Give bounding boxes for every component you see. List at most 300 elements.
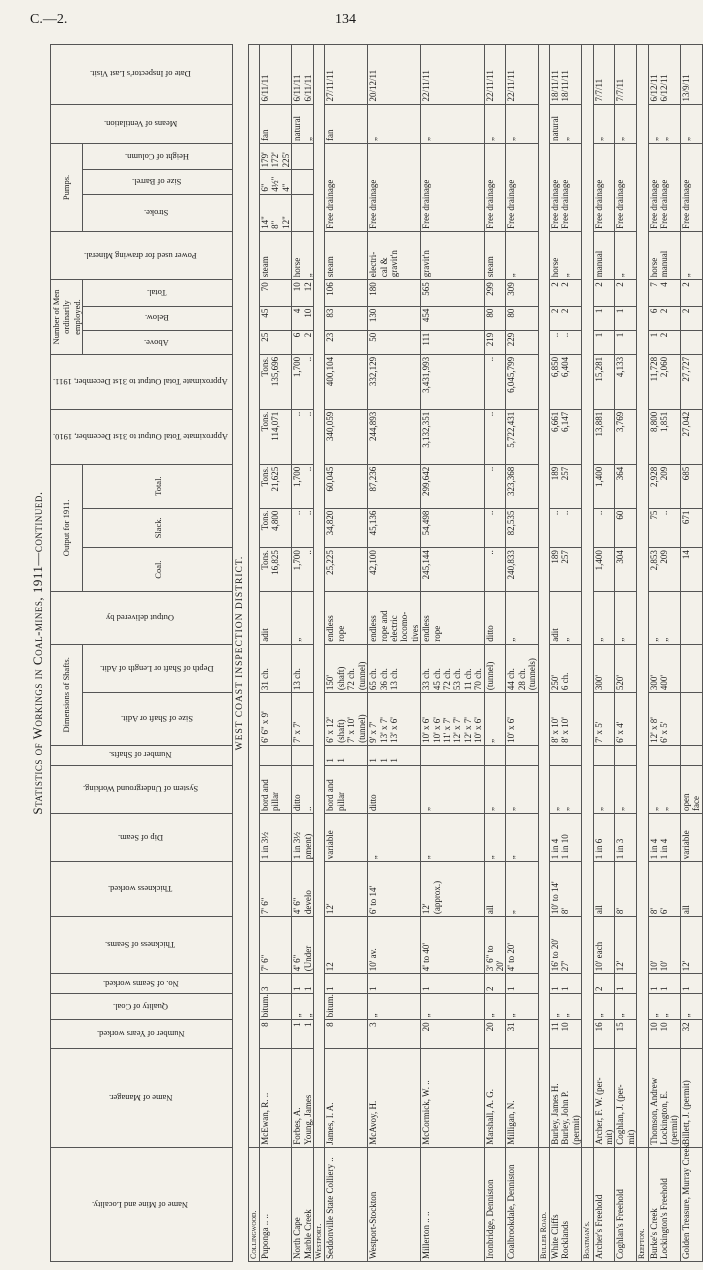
cell-line: 225' [280, 152, 291, 168]
cell-line: Free drainage [560, 179, 571, 229]
cell-power [325, 231, 368, 279]
cell-line: 6/11/11 [260, 74, 271, 102]
cell-quality [260, 994, 292, 1020]
cell-line: 10' x 6' [421, 717, 432, 743]
cell-th-worked [506, 862, 538, 917]
cell-system [484, 765, 506, 813]
cell-name [680, 1144, 702, 1261]
cell-below [506, 306, 538, 330]
cell-line: 70 [260, 282, 271, 292]
cell-line: 15,281 [593, 356, 604, 382]
cell-line: Free drainage [680, 179, 691, 229]
cell-th-worked [648, 862, 680, 917]
cell-quality [615, 994, 637, 1020]
cell-mtotal [421, 280, 484, 306]
cell-line: 9' x 7' [368, 721, 379, 743]
cell-line: 1,700 [292, 356, 303, 378]
cell-line: rope and [378, 610, 389, 642]
cell-to1911 [615, 354, 637, 409]
locality-spacer [248, 45, 259, 1148]
page-header [0, 6, 700, 30]
cell-below [368, 306, 421, 330]
header-men: Number of Men ordinarily employed. [51, 280, 83, 355]
statistics-table-wrap [50, 44, 702, 1262]
cell-line: 130 [368, 308, 379, 323]
cell-line: McCormick, W. .. [421, 1080, 432, 1145]
cell-below [421, 306, 484, 330]
cell-line: 1 [593, 308, 604, 314]
cell-quality [680, 994, 702, 1020]
cell-nshafts [368, 745, 421, 765]
cell-deliv [292, 592, 314, 645]
cell-line: electri- [368, 251, 379, 278]
cell-line: Billett, J. (permit) [680, 1080, 691, 1145]
cell-quality [292, 994, 314, 1020]
cell-line: Free drainage [550, 179, 560, 229]
cell-line: 6' to 14' [368, 885, 379, 915]
cell-line: „ [560, 1013, 571, 1018]
cell-stroke [484, 144, 506, 232]
cell-line: bitum. [260, 994, 271, 1018]
cell-line: Forbes, A. [292, 1107, 303, 1145]
cell-total [506, 464, 538, 508]
cell-line: „ [292, 1013, 303, 1018]
cell-size [325, 693, 368, 746]
cell-below [550, 306, 582, 330]
cell-line: 300' [648, 675, 659, 691]
cell-name [292, 1147, 314, 1261]
cell-line: 6' 6" x 9' [260, 711, 271, 743]
cell-line: 42,100 [368, 550, 379, 575]
cell-line: „ [368, 137, 379, 142]
cell-line [649, 748, 659, 763]
cell-line: (shaft) [335, 666, 346, 691]
cell-line: 8' x 10' [560, 717, 571, 743]
cell-line: Tons. [260, 356, 271, 377]
cell-line: 13,881 [593, 411, 604, 437]
cell-line: 70 ch. [473, 668, 484, 691]
cell-line: 10 [659, 1022, 670, 1032]
cell-line: 44 ch. [506, 668, 517, 691]
cell-line: „ [484, 738, 495, 743]
cell-line: 6' x 5' [659, 721, 670, 743]
cell-line [594, 748, 604, 763]
cell-line: 16,825 [270, 550, 281, 575]
cell-line: 6,404 [560, 356, 571, 378]
header-delivered: Output delivered by [51, 592, 233, 645]
cell-th-worked [680, 862, 702, 917]
cell-line: pillar [335, 791, 346, 811]
cell-th-worked [615, 862, 637, 917]
cell-line: 172' [270, 152, 281, 168]
cell-line: 1 [292, 986, 303, 992]
cell-line: „ [680, 1013, 691, 1018]
cell-vent [484, 104, 506, 144]
header-pumps: Pumps. [51, 144, 83, 232]
cell-nshafts [260, 745, 292, 765]
cell-deliv [506, 592, 538, 645]
cell-line [560, 748, 570, 763]
cell-line: bord and [325, 779, 336, 811]
cell-seams [368, 974, 421, 994]
cell-line: 364 [615, 466, 626, 481]
cell-line: 8 [260, 1022, 271, 1027]
cell-line: 300' [593, 675, 604, 691]
cell-line: 179' [260, 152, 271, 168]
cell-depth [680, 644, 702, 692]
cell-line: 565 [421, 282, 432, 296]
header-total: Total. [83, 464, 233, 508]
cell-th-worked [292, 862, 314, 917]
cell-line: 1 [593, 332, 604, 338]
cell-line: open [680, 793, 691, 811]
cell-th-worked [325, 862, 368, 917]
cell-line: 6/12/11 [659, 74, 670, 102]
cell-line: Golden Treasure, Murray Creek [680, 1144, 691, 1259]
cell-slack [550, 508, 582, 548]
cell-line: all [593, 905, 604, 915]
cell-line: 20' [494, 960, 505, 972]
coal-mines-statistics-table [50, 44, 703, 1262]
cell-line: 10' x 6' [431, 717, 442, 743]
cell-quality [484, 994, 506, 1020]
cell-line: „ [560, 637, 571, 642]
cell-line: 454 [421, 308, 432, 323]
cell-line: 257 [560, 466, 571, 481]
cell-line: fan [260, 129, 271, 142]
cell-line: adit [550, 628, 560, 642]
cell-line [681, 647, 691, 690]
cell-line: .. [292, 510, 303, 516]
cell-line: 4 [659, 282, 670, 287]
cell-coal [292, 548, 314, 592]
cell-manager [615, 1048, 637, 1147]
cell-line: 244,893 [368, 411, 379, 442]
cell-line: „ [659, 137, 670, 142]
cell-line: 10' each [593, 941, 604, 972]
cell-mtotal [680, 280, 702, 306]
cell-line: 3,769 [615, 411, 626, 433]
cell-deliv [368, 592, 421, 645]
table-row [484, 45, 506, 1262]
cell-deliv [325, 592, 368, 645]
cell-line [292, 197, 302, 229]
cell-line: 12' [325, 903, 336, 915]
header-total-1910: Approximate Total Output to 31st December, 1910. [51, 409, 233, 464]
cell-depth [615, 644, 637, 692]
cell-line: 15 [615, 1022, 626, 1032]
cell-dip [484, 813, 506, 861]
cell-size [648, 693, 680, 746]
cell-slack [292, 508, 314, 548]
cell-line: 34,820 [325, 510, 336, 536]
cell-line: 10 [560, 1022, 571, 1032]
cell-line: .. [659, 510, 670, 516]
cell-line: 16' to 20' [550, 938, 560, 972]
cell-line: North Cape [292, 1217, 303, 1259]
cell-line: „ [506, 137, 517, 142]
cell-line: 12' x 8' [648, 717, 659, 743]
cell-line: all [484, 905, 495, 915]
cell-mtotal [506, 280, 538, 306]
cell-line: 1 [550, 986, 560, 992]
cell-line: 6' x 4' [615, 721, 626, 743]
cell-system [421, 765, 484, 813]
cell-line: Lockington's Freehold [659, 1178, 670, 1259]
cell-line: 53 ch. [452, 668, 463, 691]
cell-line: 4' to 40' [421, 943, 432, 972]
cell-total [484, 464, 506, 508]
cell-line: „ [550, 806, 560, 811]
cell-seams [593, 974, 615, 994]
cell-line: 400,104 [325, 356, 336, 387]
cell-line: 209 [659, 466, 670, 481]
cell-line: „ [648, 137, 659, 142]
cell-power [615, 231, 637, 279]
header-men-above: Above. [83, 330, 233, 354]
cell-depth [484, 644, 506, 692]
cell-line: (tunnel) [484, 661, 495, 691]
cell-below [648, 306, 680, 330]
cell-name [593, 1147, 615, 1261]
cell-quality [648, 994, 680, 1020]
cell-line: Burley, James H. [550, 1083, 560, 1145]
cell-th-seams [593, 917, 615, 974]
cell-line [303, 748, 313, 763]
cell-manager [260, 1048, 292, 1147]
cell-nshafts [484, 745, 506, 765]
cell-line: 323,368 [506, 466, 517, 496]
cell-total [550, 464, 582, 508]
cell-line: 150' [325, 675, 336, 691]
cell-line: cal & [378, 257, 389, 278]
cell-line: 6' [659, 908, 670, 915]
cell-line: 219 [484, 332, 495, 347]
cell-line: 13' x 6' [388, 717, 399, 743]
cell-line: „ [506, 806, 517, 811]
cell-line: 3 [260, 986, 271, 992]
cell-years [368, 1020, 421, 1049]
table-row [260, 45, 292, 1262]
cell-line: 189 [550, 466, 560, 481]
cell-line: 12 [302, 282, 313, 292]
cell-mtotal [550, 280, 582, 306]
cell-line: Seddonville State Colliery .. [325, 1157, 336, 1259]
cell-line: 10 [302, 308, 313, 318]
cell-line: 8' [615, 908, 626, 915]
cell-line: „ [302, 273, 313, 278]
cell-line: 65 ch. [368, 668, 379, 691]
cell-line: .. [302, 510, 313, 516]
cell-th-worked [550, 862, 582, 917]
district-row [233, 45, 248, 1262]
cell-power [550, 231, 582, 279]
header-name: Name of Mine and Locality. [51, 1147, 233, 1261]
cell-manager [506, 1048, 538, 1147]
cell-line: 10' x 6' [506, 717, 517, 743]
cell-line: 72 ch. [346, 668, 357, 691]
cell-coal [680, 548, 702, 592]
cell-line: 80 [506, 308, 517, 318]
cell-to1911 [421, 354, 484, 409]
cell-line: 23 [325, 332, 336, 342]
cell-to1910 [325, 409, 368, 464]
cell-th-worked [421, 862, 484, 917]
cell-to1911 [260, 354, 292, 409]
cell-line: pment) [302, 833, 313, 860]
cell-line: .. [593, 510, 604, 516]
cell-line: 18/11/11 [560, 70, 571, 102]
header-slack: Slack. [83, 508, 233, 548]
cell-line: 45 [260, 308, 271, 318]
cell-seams [615, 974, 637, 994]
locality-spacer [314, 45, 325, 1148]
cell-line: bord and [260, 779, 271, 811]
cell-line: 2 [484, 986, 495, 992]
cell-quality [325, 994, 368, 1020]
cell-name [368, 1147, 421, 1261]
cell-to1910 [648, 409, 680, 464]
cell-line: Marshall, A. G. [484, 1089, 495, 1145]
cell-deliv [680, 592, 702, 645]
cell-line: 11' x 7' [441, 717, 452, 743]
header-system: System of Underground Working. [51, 765, 233, 813]
cell-line: „ [484, 1013, 495, 1018]
cell-line: 16 [593, 1022, 604, 1032]
cell-quality [368, 994, 421, 1020]
cell-line: fan [325, 129, 336, 142]
cell-vent [421, 104, 484, 144]
cell-system [260, 765, 292, 813]
cell-line: 50 [368, 332, 379, 342]
cell-line: „ [680, 273, 691, 278]
cell-line: 1 [368, 986, 379, 992]
cell-line: horse [550, 257, 560, 278]
locality-row [248, 45, 259, 1262]
cell-total [680, 464, 702, 508]
cell-line: 22/11/11 [506, 70, 517, 102]
cell-slack [260, 508, 292, 548]
cell-line: 2,928 [648, 466, 659, 487]
cell-line: 4 [292, 308, 303, 314]
cell-line: 4½" [270, 176, 281, 192]
cell-line: 31 [506, 1022, 517, 1032]
table-header-row-1 [51, 45, 83, 1262]
header-output-1911: Output for 1911. [51, 464, 83, 591]
cell-line: „ [302, 1013, 313, 1018]
cell-line: „ [659, 637, 670, 642]
cell-line: rope [431, 625, 442, 642]
cell-to1910 [368, 409, 421, 464]
cell-line: .. [484, 550, 495, 555]
cell-to1911 [325, 354, 368, 409]
cell-line: 12' [680, 960, 691, 972]
cell-line: 10' [648, 960, 659, 972]
cell-line: 12' [421, 903, 432, 915]
cell-line: „ [421, 1013, 432, 1018]
cell-line: ditto [484, 625, 495, 642]
cell-line: 80 [484, 308, 495, 318]
cell-line: 5,722,431 [506, 411, 517, 448]
cell-line: Free drainage [648, 179, 659, 229]
cell-to1910 [421, 409, 484, 464]
cell-line: 3,431,993 [421, 356, 432, 393]
cell-deliv [550, 592, 582, 645]
cell-th-seams [421, 917, 484, 974]
cell-line: 13/9/11 [680, 74, 691, 102]
cell-th-seams [292, 917, 314, 974]
header-seams-worked: No. of Seams worked. [51, 974, 233, 994]
cell-line: „ [302, 137, 313, 142]
header-men-total: Total. [83, 280, 233, 306]
cell-line: 12' x 7' [452, 717, 463, 743]
cell-line: 28 ch. [516, 668, 527, 691]
cell-line: 45,136 [368, 510, 379, 536]
cell-line: „ [292, 637, 303, 642]
cell-line: 250' [550, 675, 560, 691]
cell-seams [648, 974, 680, 994]
cell-line: steam [260, 256, 271, 278]
cell-slack [648, 508, 680, 548]
cell-manager [648, 1048, 680, 1147]
cell-line [303, 695, 313, 743]
cell-line: 2 [560, 308, 571, 314]
cell-line: 135,696 [270, 356, 281, 387]
cell-nshafts [680, 745, 702, 765]
table-title: Statistics of Workings in Coal-mines, 1911—continued. [30, 491, 45, 815]
cell-line: 1 [325, 758, 336, 763]
cell-line: 2 [550, 308, 560, 314]
cell-years [484, 1020, 506, 1049]
cell-line: „ [615, 273, 626, 278]
cell-size [368, 693, 421, 746]
cell-stroke [506, 144, 538, 232]
cell-line: 27/11/11 [325, 70, 336, 102]
cell-line: Marble Creek [302, 1209, 313, 1259]
cell-line: Young, James [302, 1094, 313, 1145]
cell-line: „ [659, 1013, 670, 1018]
cell-line: „ [593, 137, 604, 142]
cell-vent [648, 104, 680, 144]
cell-dip [550, 813, 582, 861]
table-row [550, 45, 582, 1262]
cell-line: develo [302, 890, 313, 915]
cell-deliv [648, 592, 680, 645]
cell-coal [484, 548, 506, 592]
table-row [506, 45, 538, 1262]
cell-visit [325, 45, 368, 105]
cell-line: 2 [680, 282, 691, 287]
cell-line: „ [680, 137, 691, 142]
cell-line: „ [560, 806, 571, 811]
cell-line: „ [550, 1013, 560, 1018]
cell-quality [421, 994, 484, 1020]
cell-line: 304 [615, 550, 626, 564]
cell-line: 4,133 [615, 356, 626, 378]
cell-line: „ [615, 637, 626, 642]
cell-line: „ [484, 855, 495, 860]
cell-line: 106 [325, 282, 336, 296]
cell-seams [484, 974, 506, 994]
cell-line: locomo- [399, 611, 410, 642]
cell-line: 6" [260, 183, 271, 192]
cell-line: 27,727 [680, 356, 691, 382]
cell-to1911 [484, 354, 506, 409]
cell-manager [550, 1048, 582, 1147]
cell-line: „ [484, 806, 495, 811]
cell-line: Archer's Freehold [593, 1194, 604, 1259]
cell-mtotal [648, 280, 680, 306]
